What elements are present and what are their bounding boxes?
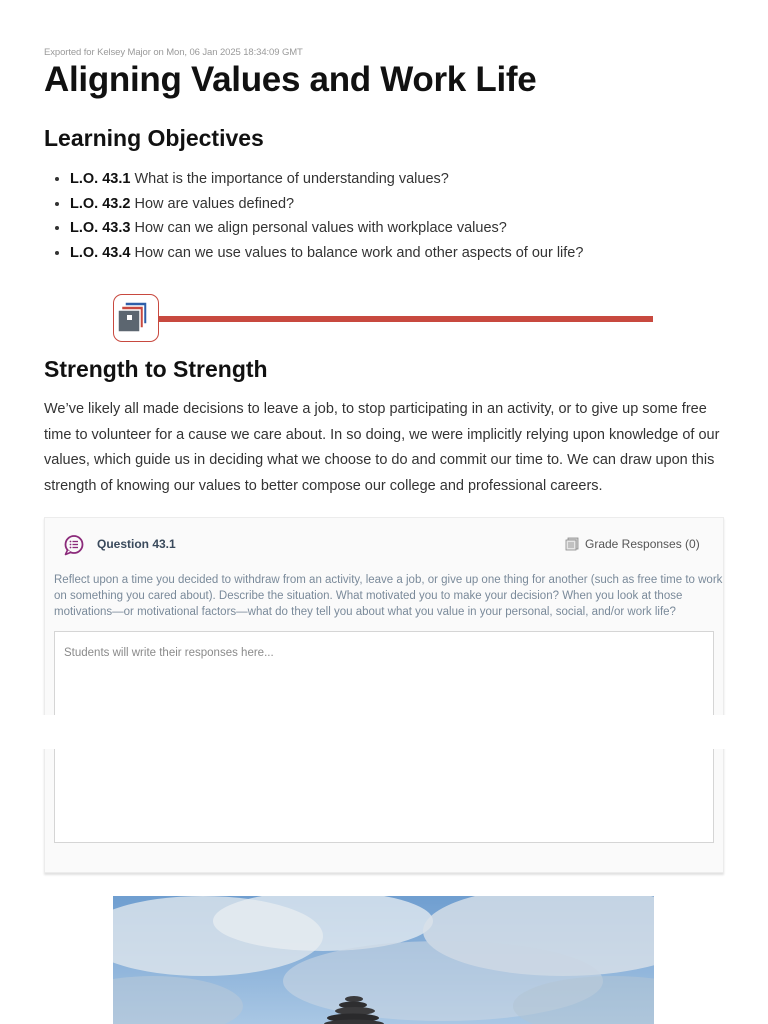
- learning-objectives-list: [44, 168, 583, 266]
- learning-objective-code: L.O. 43.2: [70, 195, 131, 212]
- section-heading: Strength to Strength: [44, 356, 268, 382]
- learning-objective-text: What is the importance of understanding values?: [134, 171, 449, 187]
- learning-objective-text: How can we align personal values with workplace values?: [134, 220, 507, 236]
- export-note: Exported for Kelsey Major on Mon, 06 Jan 2025 18:34:09 GMT: [44, 47, 303, 58]
- grade-responses-label: Grade Responses (0): [585, 537, 700, 551]
- learning-objective-item: [70, 217, 583, 242]
- learning-objective-code: L.O. 43.1: [70, 171, 131, 187]
- learning-objective-code: L.O. 43.4: [70, 244, 131, 261]
- layered-squares-icon: [113, 294, 159, 342]
- page-break: [0, 715, 768, 749]
- learning-objective-text: How are values defined?: [134, 195, 295, 212]
- grade-responses-button[interactable]: [565, 535, 700, 553]
- learning-objective-text: How can we use values to balance work and other aspects of our life?: [134, 244, 584, 261]
- learning-objective-item: [70, 168, 583, 193]
- section-divider: [113, 294, 655, 344]
- learning-objective-item: [70, 242, 583, 267]
- page-title: Aligning Values and Work Life: [44, 60, 537, 99]
- question-card: [44, 517, 724, 873]
- divider-bar: [159, 316, 653, 322]
- section-paragraph: We’ve likely all made decisions to leave a job, to stop participating in an activity, or to give up some free time to volunteer for a cause we care about. In so doing, we were implicitly relying upon knowledge of our values, which guide us in deciding what we choose to do and commit our time to. We can draw upon this strength of knowing our values to better compose our college and professional careers.: [44, 401, 720, 494]
- learning-objective-item: [70, 193, 583, 218]
- stacked-stones-photo: [113, 896, 654, 1024]
- question-prompt: Reflect upon a time you decided to withdraw from an activity, leave a job, or give up one thing for another (such as free time to work on something you cared about). Describe the situation. What motivated you to make your decision? When you look at those motivations—or motivational factors—what do they tell you about what you value in your personal, social, and/or work life?: [54, 574, 723, 618]
- learning-objectives-heading: Learning Objectives: [44, 125, 264, 151]
- document-stack-icon: [565, 537, 579, 551]
- chat-list-icon: [63, 534, 85, 556]
- question-label: Question 43.1: [97, 537, 176, 551]
- learning-objective-code: L.O. 43.3: [70, 220, 131, 236]
